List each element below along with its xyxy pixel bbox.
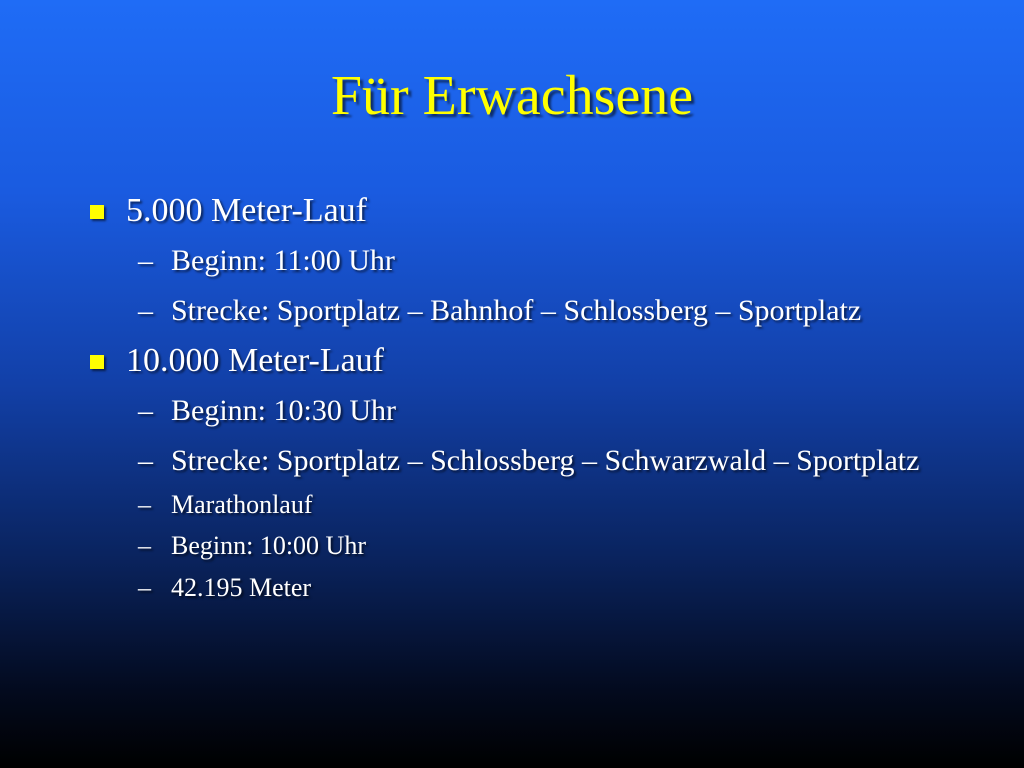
sub-list-item-text: Marathonlauf	[171, 490, 313, 519]
list-item	[0, 191, 1024, 231]
sub-list-item	[0, 572, 1024, 604]
sub-list-item-text: Strecke: Sportplatz – Schlossberg – Schwarzwald – Sportplatz	[171, 444, 920, 477]
sub-list-item	[0, 530, 1024, 562]
square-bullet-icon	[90, 205, 104, 219]
list-item	[0, 341, 1024, 381]
dash-bullet: –	[138, 244, 153, 277]
dash-bullet: –	[138, 394, 153, 427]
sub-list-item-text: Strecke: Sportplatz – Bahnhof – Schlossberg – Sportplatz	[171, 294, 862, 327]
dash-bullet: –	[138, 531, 151, 560]
square-bullet-icon	[90, 355, 104, 369]
sub-list-item-text: 42.195 Meter	[171, 573, 312, 602]
dash-bullet: –	[138, 444, 153, 477]
sub-list-item-text: Beginn: 11:00 Uhr	[171, 244, 395, 277]
dash-bullet: –	[138, 294, 153, 327]
dash-bullet: –	[138, 490, 151, 519]
sub-list-item-text: Beginn: 10:00 Uhr	[171, 531, 366, 560]
sub-list-item	[0, 243, 1024, 279]
slide-title: Für Erwachsene	[330, 65, 694, 127]
list-item-text: 5.000 Meter-Lauf	[126, 192, 368, 229]
sub-list-item-text: Beginn: 10:30 Uhr	[171, 394, 396, 427]
dash-bullet: –	[138, 573, 151, 602]
sub-list-item	[0, 393, 1024, 429]
sub-list-item	[0, 293, 1024, 329]
sub-list-item	[0, 443, 1024, 479]
list-item-text: 10.000 Meter-Lauf	[126, 342, 385, 379]
sub-list-item	[0, 489, 1024, 521]
